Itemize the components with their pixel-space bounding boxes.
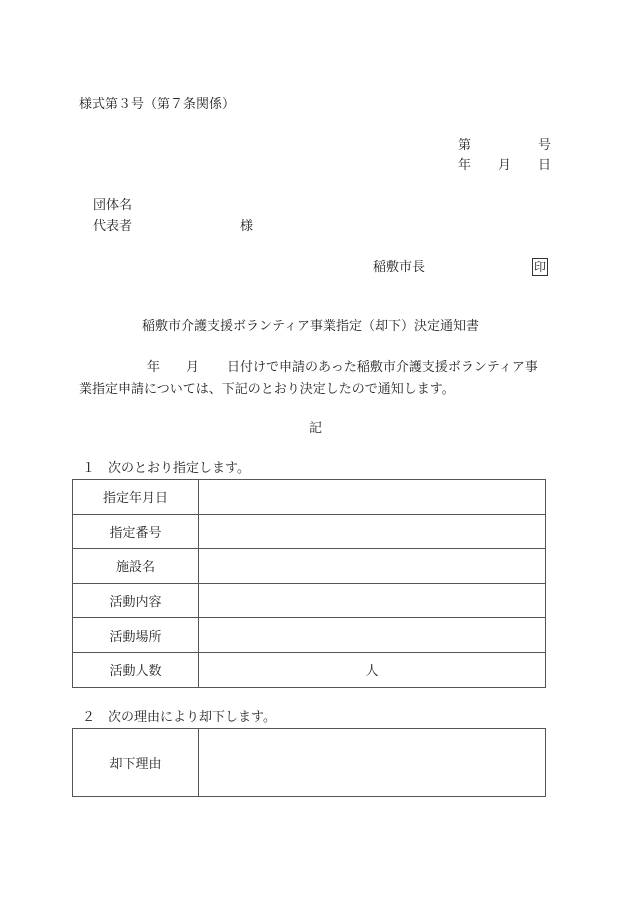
form-number: 様式第３号（第７条関係） [79, 97, 236, 112]
number-suffix: 号 [538, 138, 552, 153]
date-month: 月 [498, 158, 512, 173]
body-text-line-2: 業指定申請については、下記のとおり決定したので通知します。 [79, 382, 455, 397]
row-label: 活動場所 [73, 618, 199, 653]
body-sentence-start: 日付けで申請のあった稲敷市介護支援ボランティア事 [227, 360, 538, 375]
row-label: 指定年月日 [73, 480, 199, 515]
body-year: 年 [147, 360, 161, 375]
row-value [199, 583, 546, 618]
designation-table [72, 479, 546, 688]
row-value [199, 514, 546, 549]
honorific: 様 [240, 219, 254, 234]
rejection-reason-label: 却下理由 [73, 729, 199, 797]
table-row [73, 652, 546, 687]
document-title: 稲敷市介護支援ボランティア事業指定（却下）決定通知書 [142, 319, 479, 334]
row-value [199, 549, 546, 584]
date-day: 日 [538, 158, 552, 173]
row-value [199, 618, 546, 653]
row-value [199, 480, 546, 515]
representative-label: 代表者 [93, 219, 133, 234]
row-label: 指定番号 [73, 514, 199, 549]
row-label: 施設名 [73, 549, 199, 584]
people-count-unit: 人 [199, 652, 546, 687]
table-row [73, 514, 546, 549]
table-row [73, 480, 546, 515]
number-prefix: 第 [458, 138, 472, 153]
row-label: 活動内容 [73, 583, 199, 618]
body-month: 月 [186, 360, 200, 375]
sender-title: 稲敷市長 [373, 260, 426, 275]
table-row [73, 618, 546, 653]
section-2-heading: ２ 次の理由により却下します。 [82, 710, 276, 725]
table-row [73, 549, 546, 584]
rejection-reason-value [199, 729, 546, 797]
rejection-table [72, 728, 546, 797]
table-row [73, 729, 546, 797]
table-row [73, 583, 546, 618]
section-1-heading: １ 次のとおり指定します。 [82, 461, 250, 476]
row-label: 活動人数 [73, 652, 199, 687]
seal-stamp: 印 [533, 260, 546, 274]
ki-heading: 記 [309, 421, 323, 436]
organization-label: 団体名 [93, 198, 133, 213]
date-year: 年 [458, 158, 472, 173]
